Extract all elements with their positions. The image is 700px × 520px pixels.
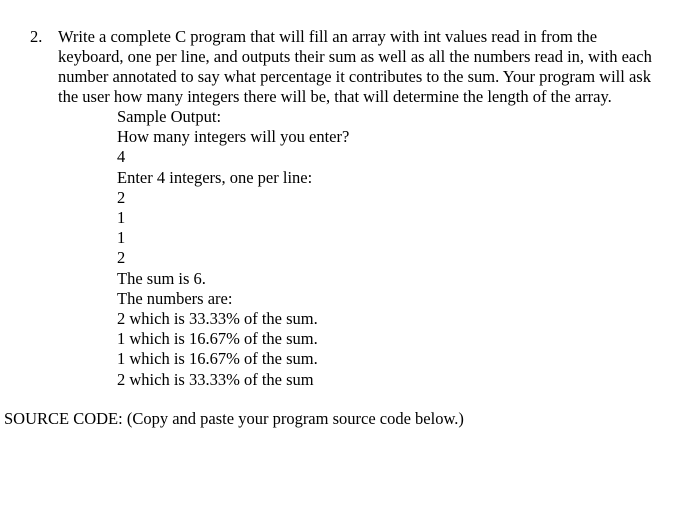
- sample-output-line: 1 which is 16.67% of the sum.: [117, 329, 318, 349]
- sample-output-line: 2 which is 33.33% of the sum.: [117, 309, 318, 329]
- sample-output-block: [117, 107, 349, 390]
- sample-output-line: 2: [117, 248, 126, 268]
- sample-output-line: The sum is 6.: [117, 268, 206, 288]
- question-line: number annotated to say what percentage it contributes to the sum. Your program will ask: [58, 67, 651, 86]
- sample-output-line: How many integers will you enter?: [117, 127, 350, 147]
- sample-output-line: The numbers are:: [117, 288, 233, 308]
- sample-output-line: 1: [117, 228, 126, 248]
- sample-output-heading: Sample Output:: [117, 107, 222, 126]
- sample-output-line: 2 which is 33.33% of the sum: [117, 369, 314, 389]
- source-code-label: SOURCE CODE: (Copy and paste your program source code below.): [4, 409, 464, 428]
- question-number: 2.: [30, 27, 43, 46]
- question-line: keyboard, one per line, and outputs their sum as well as all the numbers read in, with each: [58, 47, 652, 66]
- sample-output-line: 4: [117, 147, 126, 167]
- question-line: Write a complete C program that will fill an array with int values read in from the: [58, 27, 598, 46]
- question-text: [58, 27, 694, 107]
- sample-output-line: 1 which is 16.67% of the sum.: [117, 349, 318, 369]
- sample-output-line: Enter 4 integers, one per line:: [117, 167, 313, 187]
- sample-output-line: 2: [117, 187, 126, 207]
- question-line: the user how many integers there will be, that will determine the length of the array.: [58, 87, 612, 106]
- sample-output-line: 1: [117, 208, 126, 228]
